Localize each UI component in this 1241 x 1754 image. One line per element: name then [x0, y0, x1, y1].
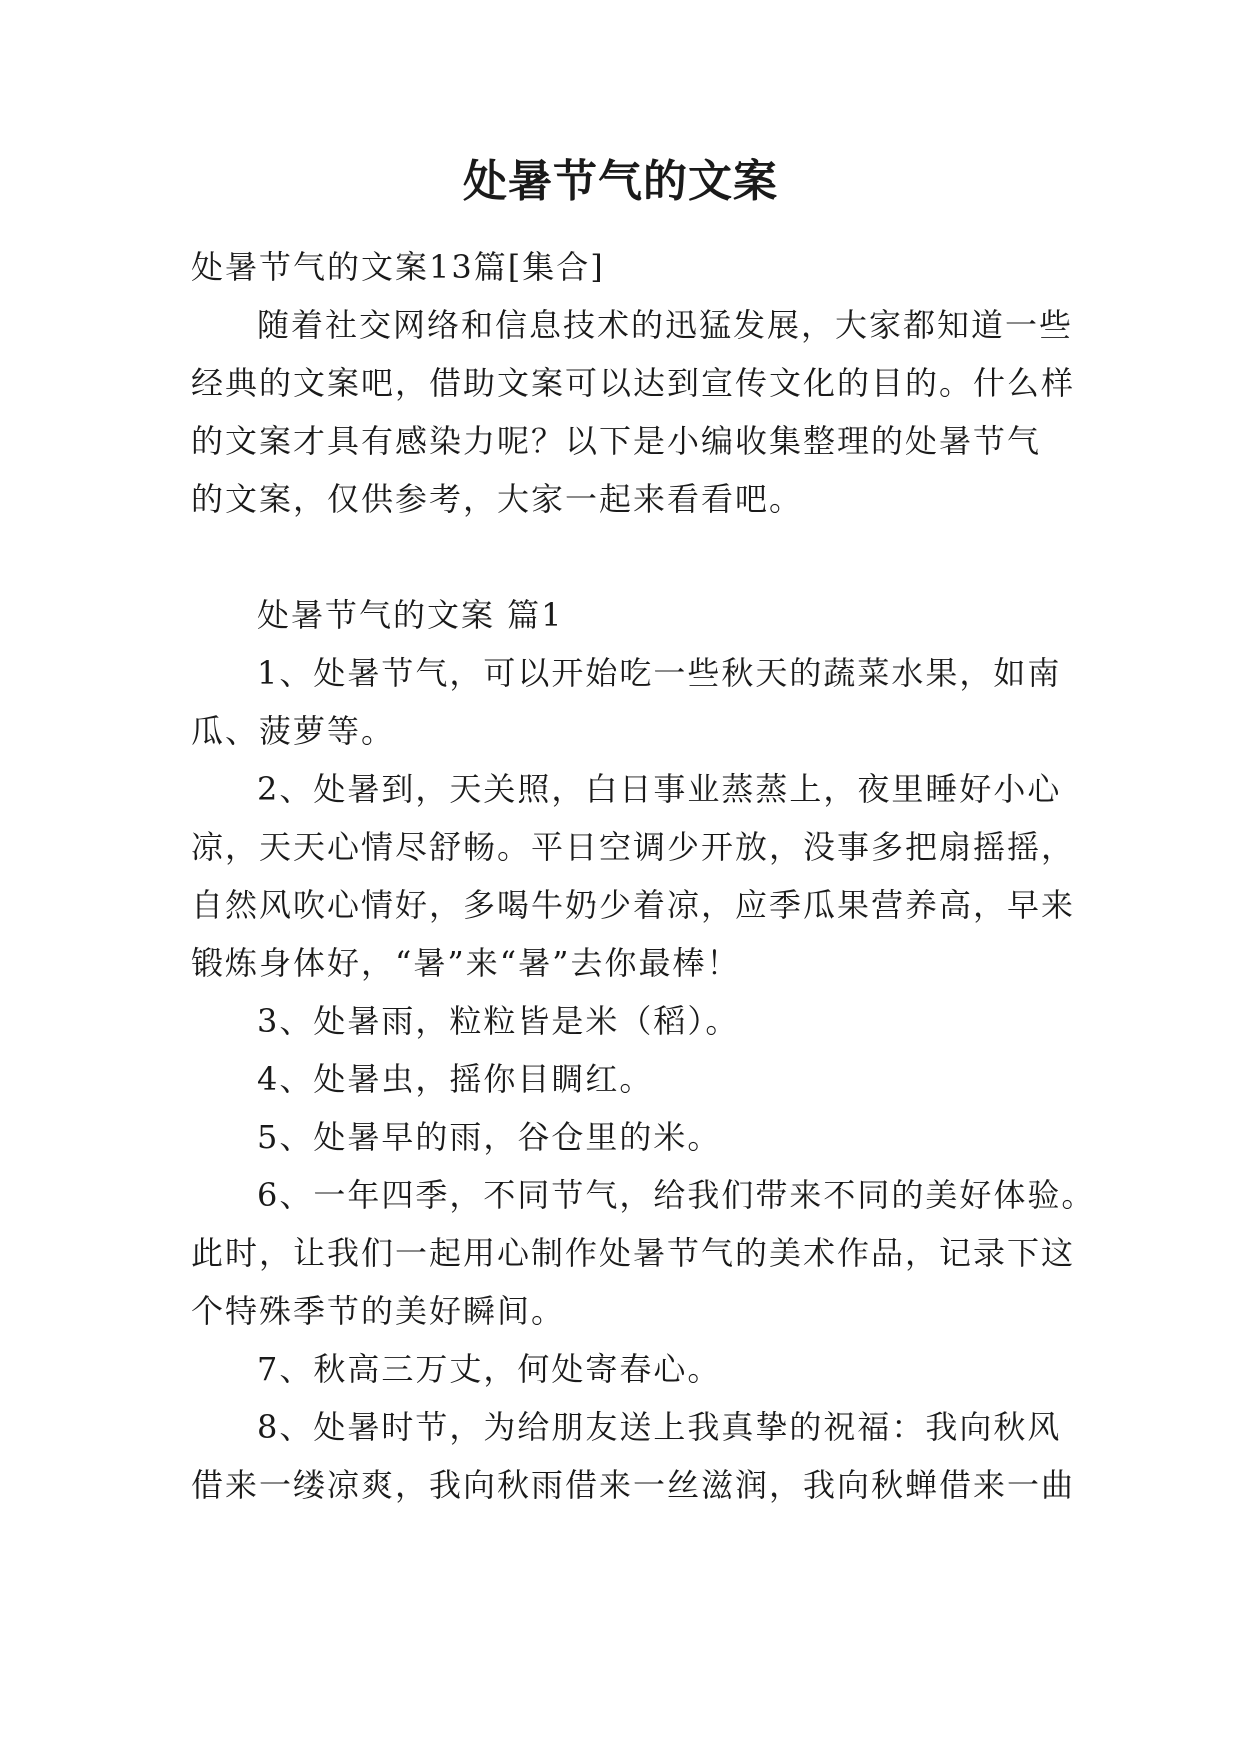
list-item-line: 此时，让我们一起用心制作处暑节气的美术作品，记录下这	[191, 1234, 1076, 1272]
list-item-line: 自然风吹心情好，多喝牛奶少着凉，应季瓜果营养高，早来	[191, 886, 1076, 924]
list-item-line: 6、一年四季，不同节气，给我们带来不同的美好体验。	[257, 1176, 1096, 1214]
list-item-line: 8、处暑时节，为给朋友送上我真挚的祝福：我向秋风	[257, 1408, 1062, 1446]
intro-line: 随着社交网络和信息技术的迅猛发展，大家都知道一些	[257, 306, 1074, 344]
document-title: 处暑节气的文案	[463, 156, 778, 207]
document-body	[191, 238, 1096, 1514]
list-item	[191, 1398, 1076, 1514]
blank-line	[191, 528, 1051, 586]
list-item-line: 锻炼身体好，“暑”来“暑”去你最棒！	[191, 944, 741, 982]
list-item	[191, 1166, 1096, 1340]
list-item	[191, 992, 1051, 1050]
list-item	[191, 760, 1076, 992]
list-item-line: 5、处暑早的雨，谷仓里的米。	[257, 1118, 722, 1156]
list-item-line: 凉，天天心情尽舒畅。平日空调少开放，没事多把扇摇摇，	[191, 828, 1076, 866]
list-item	[191, 1340, 1051, 1398]
list-item-line: 借来一缕凉爽，我向秋雨借来一丝滋润，我向秋蝉借来一曲	[191, 1466, 1076, 1504]
list-item	[191, 1108, 1051, 1166]
list-item-line: 2、处暑到，天关照，白日事业蒸蒸上，夜里睡好小心	[257, 770, 1062, 808]
list-item-line: 3、处暑雨，粒粒皆是米（稻）。	[257, 1002, 740, 1040]
section-heading: 处暑节气的文案 篇1	[257, 596, 564, 634]
list-item-line: 1、处暑节气，可以开始吃一些秋天的蔬菜水果，如南	[257, 654, 1062, 692]
list-item-line: 7、秋高三万丈，何处寄春心。	[257, 1350, 722, 1388]
list-item-line: 个特殊季节的美好瞬间。	[191, 1292, 566, 1330]
intro-line: 经典的文案吧，借助文案可以达到宣传文化的目的。什么样	[191, 364, 1076, 402]
list-item	[191, 1050, 1051, 1108]
intro-paragraph	[191, 296, 1076, 528]
list-item-line: 4、处暑虫，摇你目睭红。	[257, 1060, 654, 1098]
intro-line: 的文案，仅供参考，大家一起来看看吧。	[191, 480, 804, 518]
list-item-line: 瓜、菠萝等。	[191, 712, 396, 750]
intro-line: 的文案才具有感染力呢？以下是小编收集整理的处暑节气	[191, 422, 1042, 460]
list-item	[191, 644, 1062, 760]
document-subtitle: 处暑节气的文案13篇[集合]	[191, 248, 605, 286]
